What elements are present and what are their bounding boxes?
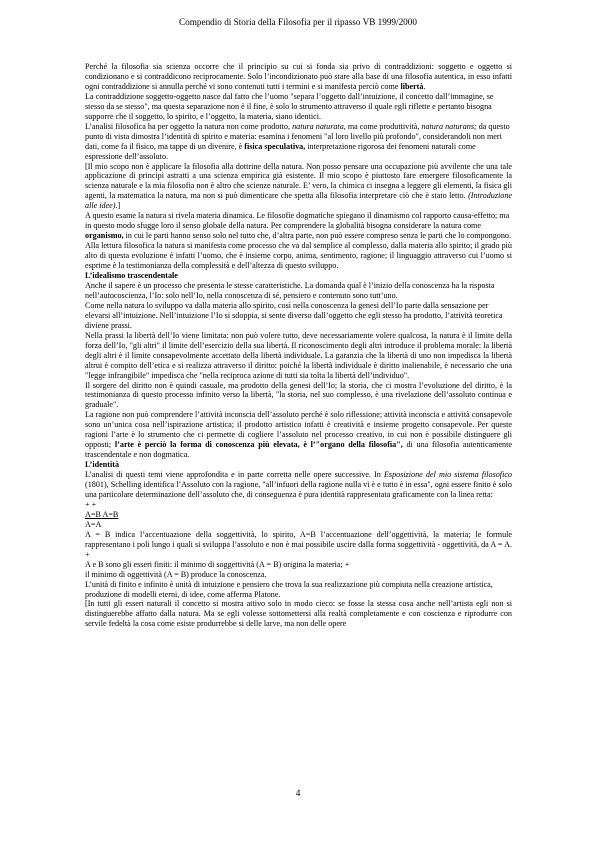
section-heading: L’identità — [85, 460, 120, 470]
quotation-paragraph — [85, 162, 512, 212]
text-run: [Il mio scopo non è applicare la filosofia alla dottrine della natura. Non posso pensare una occupazione più avvilente che una tale applicazione di principi astratti a una scienza empirica già esistente. Il mio scopo è piuttosto fare emergere filosoficamente la scienza naturale e la mia filosofia non è altro che scienze naturale. E’ vero, la chimica ci insegna a leggere gli elementi, la fisica gli agenti, la matematica la natura, ma non si può dimenticare che spetta alla filosofia interpretare ciò che è stato letto. — [85, 161, 512, 201]
text-run: Perché la filosofia sia scienza occorre che il principio su cui si fonda sia privo di contraddizioni: soggetto e oggetto si condizionano e si contraddicono reciprocamente. Solo l’incondizionato può stare alla base di una filosofia autentica, in esso infatti ogni contraddizione si annulla perché vi sono contenuti tutti i termini e si manifesta perciò come — [85, 62, 512, 91]
paragraph: Alla lettura filosofica la natura si manifesta come processo che va dal semplice al complesso, dalla materia allo spirito; il grado più alto di questa evoluzione è infatti l’uomo, che è insieme corpo, anima, sentimento, ragione; il linguaggio attraverso cui l’uomo si esprime è la testimonianza della complessità e dell’altezza di questo sviluppo. — [85, 241, 512, 271]
text-run: (1801), Schelling identifica l’Assoluto con la ragione, "all’infuori della ragione nulla vi è e tutto è in essa", ogni essere finito è solo una particolare determinazione dell’assoluto che, di conseguenza è pura identità rappresentata graficamente con la linea retta: — [85, 480, 512, 499]
formula-line: A=B A=B — [85, 509, 119, 519]
paragraph — [85, 62, 512, 92]
formula-line: + + — [85, 499, 97, 509]
paragraph — [85, 470, 512, 500]
paragraph: L’unità di finito e infinito è unità di intuizione e pensiero che trova la sua realizzazione più compiuta nella creazione artistica, produzione di modelli eterni, di idee, come afferma Platone. — [85, 579, 493, 599]
citation: (Introduzione alle idee). — [85, 191, 512, 211]
paragraph — [85, 211, 512, 241]
text-run: La ragione non può comprendere l’attività inconscia dell’assoluto perché è solo riflessione; attività inconscia e attività consapevole sono un’unica cosa nell’ispirazione artistica; il prodotto artistico infatti è creatività e insieme progetto consapevole. Per queste ragioni l’arte è lo strumento che ci permette di cogliere l’assoluto nel processo creativo, in cui non è possibile distinguere gli opposti; — [85, 410, 512, 450]
page-number: 4 — [295, 788, 301, 798]
paragraph: La contraddizione soggetto-oggetto nasce dal fatto che l’uomo "separa l’oggetto dall’intuizione, il concetto dall’immagine, se stesso da se stesso", ma questa separazione non è il fine, è solo lo strumento attraverso il quale egli riflette e pertanto bisogna supporre che il soggetto, lo spirito, e l’oggetto, la materia, siano identici. — [85, 91, 494, 121]
text-run: da questo punto di vista dimostra l’identità di spirito e materia: esamina i fenomeni "al loro livello più profondo", considerandoli non meri dati, come fa il fisico, ma tappe di un divenire, è — [85, 121, 510, 151]
paragraph: Anche il sapere è un processo che presenta le stesse caratteristiche. La domanda qual è l’inizio della conoscenza ha la risposta nell’autocoscienza, l’Io: solo nell’Io, nella conoscenza di sé, pensiero e contenuto sono tutt’uno. — [85, 280, 495, 300]
text-run: L’analisi filosofica ha per oggetto la natura non come prodotto, — [85, 121, 293, 131]
paragraph: Come nella natura lo sviluppo va dalla materia allo spirito, così nella conoscenza la genesi dell’Io parte dalla sensazione per elevarsi all’intuizione. Nell’intuizione l’Io si sdoppia, si sente diverso dall’oggetto che egli stesso ha prodotto, l’attività teoretica diviene prassi. — [85, 300, 503, 330]
paragraph: Nella prassi la libertà dell’Io viene limitata: non può volere tutto, deve necessariamente volere qualcosa, la natura è il limite della forza dell’Io, "gli altri" il limite dell’esercizio della sua libertà. Il riconoscimento degli altri introduce il problema morale: la libertà degli altri è il limite consapevolmente accettato della libertà individuale. La garanzia che la libertà di uno non impedisca la libertà altrui è compito dell’etica e si realizza attraverso il diritto: poiché la libertà individuale è diritto inalienabile, è necessario che una "legge infrangibile" impedisca che "nella reciproca azione di tutti sia tolta la libertà dell’individuo". — [85, 330, 512, 380]
bold-term: organismo, — [85, 231, 124, 241]
text-run: ] — [117, 201, 121, 211]
bold-term: fisica speculativa, — [244, 141, 306, 151]
bold-term: libertà — [400, 81, 424, 91]
text-run: A questo esame la natura si rivela materia dinamica. Le filosofie dogmatiche spiegano il dinamismo col rapporto causa-effetto; ma in questo modo sfugge loro il senso globale della natura. Per comprendere la globalità bisogna considerare la natura come — [85, 211, 510, 231]
running-header: Compendio di Storia della Filosofia per il ripasso VB 1999/2000 — [179, 17, 417, 27]
section-heading: L’idealismo trascendentale — [85, 271, 178, 281]
book-title: Esposizione del mio sistema filosofico — [383, 470, 512, 480]
formula-line: A=A — [85, 519, 102, 529]
paragraph: A e B sono gli esseri finiti: il minimo di soggettività (A = B) origina la materia; + — [85, 559, 350, 569]
paragraph — [85, 410, 512, 460]
bold-term: l’arte è perciò la forma di conoscenza più elevata, è l’"organo della filosofia", — [114, 440, 403, 450]
paragraph: A = B indica l’accentuazione della soggettività, lo spirito, A=B l’accentuazione dell’oggettività, la materia; le formule rappresentano i poli lungo i quali si sviluppa l’assoluto e non è mai possibile uscire dalla forma soggettività - oggettività, da A = A. + — [85, 529, 512, 559]
quotation-paragraph: [In tutti gli esseri naturali il concetto si mostra attivo solo in modo cieco: se fosse la stessa cosa anche nell’artista egli non si distinguerebbe affatto dalla natura. Ma se egli volesse sottomettersi alla realtà completamente e con coscienza e riprodurre con servile fedeltà la cosa come esiste produrrebbe si delle larve, ma non delle opere — [85, 599, 512, 629]
italic-term: natura naturans; — [421, 121, 477, 131]
text-run: . — [423, 81, 426, 91]
body-text — [85, 62, 512, 629]
paragraph: Il sorgere del diritto non è quindi casuale, ma prodotto della genesi dell’Io; la storia, che ci mostra l’evoluzione del diritto, è la testimonianza di questo processo infinito verso la libertà, "la storia, nel suo complesso, è una rivelazione dell’assoluto continua e graduale". — [85, 380, 512, 410]
text-run: L’analisi di questi temi viene approfondita e in parte corretta nelle opere successive. In — [85, 470, 384, 480]
paragraph: il minimo di oggettività (A = B) produce la conoscenza. — [85, 569, 267, 579]
text-run: interpretazione rigorosa dei fenomeni naturali come espressione dell’assoluto. — [85, 141, 476, 161]
text-run: in cui le parti hanno senso solo nel tutto che, d’altra parte, non può essere compreso senza le parti che lo compongono. — [123, 231, 511, 241]
text-run: ma come produttività, — [345, 121, 422, 131]
text-run: di una filosofia autenticamente trascendentale e non dogmatica. — [85, 440, 512, 460]
paragraph — [85, 122, 512, 162]
italic-term: natura naturata, — [292, 121, 346, 131]
